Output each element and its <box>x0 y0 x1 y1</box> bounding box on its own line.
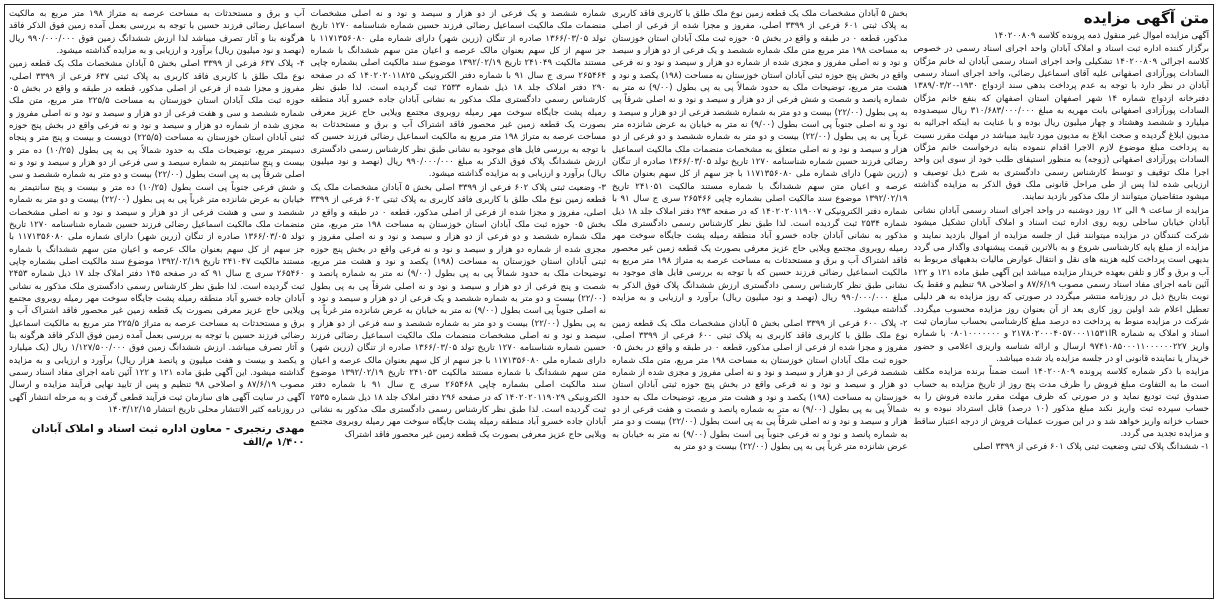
notice-paragraph: ۲- پلاک ۶۰۰ فرعی از ۳۳۹۹ اصلی بخش ۵ آبادان مشخصات ملک یک قطعه زمین نوع ملک طلق با کاربری فاقد کاربری به پلاک ثبتی ۶۰۰ فرعی از ۳۳۹۹ اصلی، مفروز و مجزا شده از فرعی از اصلی مذکور، قطعه ۰ در طبقه و واقع در بخش ۰۵ حوزه ثبت ملک آبادان استان خوزستان به مساحت ۱۹۸ متر مربع، متن ملک شماره ششصد فرعی از دو هزار و سیصد و نود و نه اصلی مفروز و مجزی شده از شماره دو هزار و سیصد و نود و نه فرعی واقع در بخش پنج حوزه ثبتی آبادان استان خوزستان به مساحت (۱۹۸) یکصد و نود و هشت متر مربع، توضیحات ملک به حدود شمالاً پی به پی بطول (۹/۰۰) نه متر به شماره پانصد و شصت و هفت فرعی از دو هزار و سیصد و نود و نه اصلی شرقاً پی به پی است بطول (۲۲/۰۰) بیست و دو متر به شماره پانصد و نود و نه فرعی جنوباً پی است بطول (۹/۰۰) نه متر به خیابان به عرض شانزده متر غرباً پی به پی بطول (۲۲/۰۰) بیست و دو متر به <box>612 318 908 453</box>
notice-paragraph: برگزار کننده اداره ثبت اسناد و املاک آبادان واحد اجرای اسناد رسمی در خصوص کلاسه اجرائی ۱۴۰۲۰۰۸۰۹ تشکیلی واحد اجرای اسناد رسمی آبادان له خانم مژگان السادات پورآزادی اصفهانی علیه آقای اسماعیل رضائی، واحد اجرای اسناد رسمی آبادان در نظر دارد با توجه به عدم پرداخت بدهی سند ازدواج ۱۹۳۰-۱۳۸۹/۰۳/۲۰ دفترخانه ازدواج شماره ۱۴ شهر اصفهان استان اصفهان که بنفع خانم مژگان السادات پورآزادی اصفهانی بابت مهریه به مبلغ ۳۱۰/۶۸۳/۰۰۰/۰۰۰ ریال سیصدوده میلیارد و ششصد وهشتاد و چهار میلیون ریال بوده و با عنایت به اینکه اجرائیه به مدیون ابلاغ گردیده و صحت ابلاغ به مدیون مورد تایید میباشد در مهلت مقرر نسبت به پرداخت مبلغ موضوع لازم الاجرا اقدام ننموده بنابه درخواست خانم مژگان السادات پورآزادی اصفهانی (زوجه) به منظور استیفای طلب خود از سوی این واحد اجرا ملک توقیف و توسط کارشناس رسمی دادگستری به شرح ذیل توصیف و ارزیابی شده لذا پس از طی مراحل قانونی ملک فوق الذکر به مزایده گذاشته میشود متقاضیان میتوانند از ملک مذکور بازدید نمایند. <box>913 44 1209 203</box>
signature-line: مهدی رنجبری - معاون اداره ثبت اسناد و املاک آبادان <box>31 423 305 436</box>
notice-title: متن آگهی مزایده <box>1083 9 1209 27</box>
notice-paragraph: آب و برق و مستحدثات به مساحت عرصه به متراژ ۱۹۸ متر مربع به مالکیت اسماعیل رضائی فرزند حسین با توجه به بررسی بعمل آمده زمین فوق الذکر فاقد هرگونه بنا و آثار تصرف میباشد لذا ارزش ششدانگ زمین فوق ۹۹۰/۰۰۰/۰۰۰ ریال (نهصد و نود میلیون ریال) برآورد و ارزیابی و به مزایده گذاشته میشود. <box>9 9 305 57</box>
notice-paragraph: مزایده با ذکر شماره کلاسه پرونده ۱۴۰۲۰۰۸۰۹ است ضمناً برنده مزایده مکلف است ما به التفاوت مبلغ فروش را ظرف مدت پنج روز از تاریخ مزایده به حساب صندوق ثبت تودیع نماید و در صورتی که ظرف مهلت مقرر مانده فروش را به حساب سپرده ثبت واریز نکند مبلغ مذکور (۱۰ درصد) قابل استرداد نبوده و به حساب خزانه واریز خواهد شد و در این صورت عملیات فروش از درجه اعتبار ساقط و مزایده تجدید می گردد. <box>913 367 1209 439</box>
notice-paragraph: مزایده از ساعت ۹ الی ۱۲ روز دوشنبه در واحد اجرای اسناد رسمی آبادان نشانی آبادان خیابان ساحلی روبه روی اداره ثبت اسناد و املاک آبادان تشکیل میشود شرکت کنندگان در مزایده میتوانند قبل از جلسه مزایده از اموال بازدید نمایند و مزایده از مبلغ پایه کارشناسی شروع و به بالاترین قیمت پیشنهادی واگذار می گردد بدیهی است پرداخت کلیه هزینه های نقل و انتقال عوارض مالیات بدهیهای مربوط به آب و برق و گاز و تلفن بعهده خریدار مزایده میباشد این آگهی طبق ماده ۱۲۱ و ۱۲۲ آئین نامه اجرای مفاد اسناد رسمی مصوب ۸۷/۶/۱۹ و اصلاحی ۹۸ تنظیم و فقط یک نوبت بتاریخ ذیل در روزنامه منتشر میگردد در صورتی که روز مزایده به هر دلیلی تعطیل اعلام شد اولین روز کاری بعد از آن بعنوان روز مزایده محسوب میگردد. شرکت در مزایده منوط به پرداخت ده درصد مبلغ کارشناسی بحساب سازمان ثبت اسناد و املاک به شماره ۲۱۷۸۰۲۰۰۰۴۰۵۷۰۰۰۱۱۵۳۱IR و ۰۸۰۱۰۰۰۰۰۰۰ با شماره واریز ۹۷۴۱۰۸۵۰۰۰۱۱۰۰۰۰۰۰۲۲۷ ارسال و ارائه شناسه واریزی اعلامی و حضور خریدار یا نماینده قانونی او در جلسه مزایده یاد شده میباشد. <box>913 205 1209 364</box>
notice-paragraph: ۴- پلاک ۶۳۷ فرعی از ۳۳۹۹ اصلی بخش ۵ آبادان مشخصات ملک یک قطعه زمین نوع ملک طلق با کاربری فاقد کاربری به پلاک ثبتی ۶۳۷ فرعی از ۳۳۹۹ اصلی، مفروز و مجزا شده از فرعی از اصلی مذکور، قطعه در طبقه و واقع در بخش ۰۵ حوزه ثبت ملک آبادان استان خوزستان به مساحت ۲۲۵/۵ متر مربع، متن ملک شماره ششصد و سی و هفت فرعی از دو هزار و سیصد و نود و نه اصلی مفروز و مجزی شده از شماره دو هزار و سیصد و نود و نه فرعی واقع در بخش پنج حوزه ثبتی آبادان استان خوزستان به مساحت (۲۲۵/۵) دویست و بیست و پنج متر و پنجاه دسیمتر مربع، توضیحات ملک به حدود شمالاً پی به پی بطول (۱۰/۲۵) ده متر و بیست و پنج سانتیمتر به شماره سیصد و سی فرعی از دو هزار و سیصد و نود و نه اصلی شرقاً پی به پی است بطول (۲۲/۰۰) بیست و دو متر به شماره ششصد و سی و شش فرعی جنوباً پی است بطول (۱۰/۲۵) ده متر و بیست و پنج سانتیمتر به خیابان به عرض شانزده متر غرباً پی به پی بطول (۲۲/۰۰) بیست و دو متر به شماره ششصد و سی و هشت فرعی از دو هزار و سیصد و نود و نه اصلی مشخصات منضمات ملک مالکیت اسماعیل رضائی فرزند حسین شماره شناسنامه ۱۲۷۰ تاریخ تولد ۱۳۶۶/۰۳/۰۵ صادره از تنگان (زرین شهر) دارای شماره ملی ۱۱۷۱۳۵۶۰۸۰ با جز سهم از کل سهم بعنوان مالک عرصه و اعیان متن سهم ششدانگ با شماره مستند مالکیت ۲۴۱۰۴۷ تاریخ ۱۳۹۲/۰۲/۱۹ موضوع سند مالکیت اصلی بشماره چاپی ۲۶۵۴۶۰ سری ج سال ۹۱ که در صفحه ۱۴۵ دفتر املاک جلد ۱۷ ذیل شماره ۲۴۵۳ ثبت گردیده است. لذا طبق نظر کارشناس رسمی دادگستری ملک مذکور به نشانی آبادان جاده خسرو آباد منطقه رمیله پشت جایگاه سوخت مهر رمیله روبروی مجتمع ویلایی حاج عزیز معرفی بصورت یک قطعه زمین غیر محصور فاقد اشتراک آب و برق و مستحدثات به مساحت عرصه به متراژ ۲۲۵/۵ متر مربع به مالکیت اسماعیل رضائی فرزند حسین با توجه به بررسی بعمل آمده زمین فوق الذکر فاقد هرگونه بنا و آثار تصرف میباشد. ارزش ششدانگ زمین فوق ۱/۱۲۷/۵۰۰/۰۰۰ ریال (یک میلیارد و یکصد و بیست و هفت میلیون و پانصد هزار ریال) برآورد و ارزیابی و به مزایده گذاشته میشود. این آگهی طبق ماده ۱۲۱ و ۱۲۲ آئین نامه اجرای مفاد اسناد رسمی مصوب ۸۷/۶/۱۹ و اصلاحی ۹۸ تنظیم و پس از تایید نهایی فرآیند مزایده و ارسال آگهی در سایت آگهی های سازمان ثبت فرآیند قطعی گرفت و به مرحله انتشار آگهی در روزنامه کثیر الانتشار محلی تاریخ انتشار ۱۴۰۳/۱۲/۱۵ <box>9 59 305 415</box>
notice-paragraph: شماره ششصد و یک فرعی از دو هزار و سیصد و نود و نه اصلی مشخصات منضمات ملک مالکیت اسماعیل رضائی فرزند حسین شماره شناسنامه ۱۲۷۰ تاریخ تولد ۱۳۶۶/۰۳/۰۵ صادره از تنگان (زرین شهر) دارای شماره ملی ۱۱۷۱۳۵۶۰۸۰ با جز سهم از کل سهم بعنوان مالک عرصه و اعیان متن سهم ششدانگ با شماره مستند مالکیت ۲۴۱۰۴۹ تاریخ ۱۳۹۲/۰۲/۱۹ موضوع سند مالکیت اصلی بشماره چاپی ۲۶۵۴۶۴ سری ج سال ۹۱ با شماره دفتر الکترونیکی ۱۴۰۲۰۲۰۱۱۸۲۵ که در صفحه ۲۹۰ دفتر املاک جلد ۱۸ ذیل شماره ۲۵۳۳ ثبت گردیده است. لذا طبق نظر کارشناس رسمی دادگستری ملک مذکور به نشانی آبادان جاده خسرو آباد منطقه رمیله پشت جایگاه سوخت مهر رمیله روبروی مجتمع ویلایی حاج عزیز معرفی بصورت یک قطعه زمین غیر محصور فاقد اشتراک آب و برق و مستحدثات به مساحت عرصه به متراژ ۱۹۸ متر مربع به مالکیت اسماعیل رضائی فرزند حسین که با توجه به بررسی فایل های موجود به نشانی طبق نظر کارشناس رسمی دادگستری ارزش ششدانگ پلاک فوق الذکر به مبلغ ۹۹۰/۰۰۰/۰۰۰ ریال (نهصد و نود میلیون ریال) برآورد و ارزیابی و به مزایده گذاشته میشود. <box>310 9 606 180</box>
notice-column-1 <box>914 8 1210 595</box>
auction-notice-page <box>4 4 1214 599</box>
notice-paragraph: ۳- وضعیت ثبتی پلاک ۶۰۲ فرعی از ۳۳۹۹ اصلی بخش ۵ آبادان مشخصات ملک یک قطعه زمین نوع ملک طلق با کاربری فاقد کاربری به پلاک ثبتی ۶۰۲ فرعی از ۳۳۹۹ اصلی، مفروز و مجزا شده از فرعی از اصلی مذکور، قطعه ۰ در طبقه و واقع در بخش ۰۵ حوزه ثبت ملک آبادان استان خوزستان به مساحت ۱۹۸ متر مربع، متن ملک شماره ششصد و دو فرعی از دو هزار و سیصد و نود و نه اصلی مفروز و مجزی شده از شماره دو هزار و سیصد و نود و نه فرعی واقع در بخش پنج حوزه ثبتی آبادان استان خوزستان به مساحت (۱۹۸) یکصد و نود و هشت متر مربع، توضیحات ملک به حدود شمالاً پی به پی بطول (۹/۰۰) نه متر به شماره پانصد و شصت و پنج فرعی از دو هزار و سیصد و نود و نه اصلی شرقاً پی به پی بطول (۲۲/۰۰) بیست و دو متر به شماره ششصد و یک فرعی از دو هزار و سیصد و نود و نه اصلی جنوباً پی است بطول (۹/۰۰) نه متر به خیابان به عرض شانزده متر غرباً پی به پی بطول (۲۲/۰۰) بیست و دو متر به شماره ششصد و سه فرعی از دو هزار و سیصد و نود و نه اصلی مشخصات منضمات ملک مالکیت اسماعیل رضائی فرزند حسین شماره شناسنامه ۱۲۷۰ تاریخ تولد ۱۳۶۶/۰۳/۰۵ صادره از تنگان (زرین شهر) دارای شماره ملی ۱۱۷۱۳۵۶۰۸۰ با جز سهم از کل سهم بعنوان مالک عرصه و اعیان متن سهم ششدانگ با شماره مستند مالکیت ۲۴۱۰۵۳ تاریخ ۱۳۹۲/۰۲/۱۹ موضوع سند مالکیت اصلی بشماره چاپی ۲۶۵۴۶۸ سری ج سال ۹۱ با شماره دفتر الکترونیکی ۱۴۰۲۰۲۰۱۱۹۰۲۹ که در صفحه ۲۹۶ دفتر املاک جلد ۱۸ ذیل شماره ۲۵۳۵ ثبت گردیده است. لذا طبق نظر کارشناس رسمی دادگستری ملک مذکور به نشانی آبادان جاده خسرو آباد منطقه رمیله پشت جایگاه سوخت مهر رمیله روبروی مجتمع ویلایی حاج عزیز معرفی بصورت یک قطعه زمین غیر محصور فاقد اشتراک <box>310 182 606 440</box>
notice-paragraph: بخش ۵ آبادان مشخصات ملک یک قطعه زمین نوع ملک طلق با کاربری فاقد کاربری به پلاک ثبتی ۶۰۱ فرعی از ۳۳۹۹ اصلی، مفروز و مجزا شده از فرعی از اصلی مذکور، قطعه ۰ در طبقه و واقع در بخش ۰۵ حوزه ثبت ملک آبادان استان خوزستان به مساحت ۱۹۸ متر مربع متن ملک شماره ششصد و یک فرعی از دو هزار و سیصد و نود و نه اصلی مفروز و مجزی شده از شماره دو هزار و سیصد و نود و نه فرعی واقع در بخش پنج حوزه ثبتی آبادان استان خوزستان به مساحت (۱۹۸) یکصد و نود و هشت متر مربع، توضیحات ملک به حدود شمالاً پی به پی بطول (۹/۰۰) نه متر به شماره پانصد و شصت و شش فرعی از دو هزار و سیصد و نود و نه اصلی شرقاً پی به پی بطول (۲۲/۰۰) بیست و دو متر به شماره ششصد فرعی از دو هزار و سیصد و نود و نه اصلی جنوباً پی است بطول (۹/۰۰) نه متر به خیابان به عرض شانزده متر غرباً پی به پی بطول (۲۲/۰۰) بیست و دو متر به شماره ششصد و دو فرعی از دو هزار و سیصد و نود و نه اصلی متعلق به مشخصات منضمات ملک مالکیت اسماعیل رضائی فرزند حسین شماره شناسنامه ۱۲۷۰ تاریخ تولد ۱۳۶۶/۰۳/۰۵ صادره از تنگان (زرین شهر) دارای شماره ملی ۱۱۷۱۳۵۶۰۸۰ با جز سهم از کل سهم بعنوان مالک عرصه و اعیان متن سهم ششدانگ با شماره مستند مالکیت ۲۴۱۰۵۱ تاریخ ۱۳۹۲/۰۲/۱۹ موضوع سند مالکیت اصلی بشماره چاپی ۲۶۵۴۶۶ سری ج سال ۹۱ با شماره دفتر الکترونیکی ۱۴۰۲۰۲۰۱۱۹۰۰۷ که در صفحه ۲۹۳ دفتر املاک جلد ۱۸ ذیل شماره ۲۵۳۴ ثبت گردیده است. لذا طبق نظر کارشناس رسمی دادگستری ملک مذکور به نشانی آبادان جاده خسرو آباد منطقه رمیله پشت جایگاه سوخت مهر رمیله روبروی مجتمع ویلایی حاج عزیز معرفی بصورت یک قطعه زمین غیر محصور فاقد اشتراک آب و برق و مستحدثات به مساحت عرصه به متراژ ۱۹۸ متر مربع به مالکیت اسماعیل رضائی فرزند حسین که با توجه به بررسی فایل های موجود به نشانی طبق نظر کارشناس رسمی دادگستری ارزش ششدانگ پلاک فوق الذکر به مبلغ ۹۹۰/۰۰۰/۰۰۰ ریال (نهصد و نود میلیون ریال) برآورد و ارزیابی و به مزایده گذاشته میشود. <box>612 9 908 316</box>
notice-column-2 <box>612 8 908 595</box>
notice-paragraph: ۱- ششدانگ پلاک ثبتی وضعیت ثبتی پلاک ۶۰۱ فرعی از ۳۳۹۹ اصلی <box>973 442 1209 453</box>
notice-column-4 <box>9 8 305 595</box>
reference-code: ۱/۴۰۰ م/الف <box>242 437 305 449</box>
notice-column-3 <box>311 8 607 595</box>
notice-paragraph: آگهی مزایده اموال غیر منقول ذمه پرونده کلاسه ۱۴۰۲۰۰۸۰۹ <box>993 31 1209 41</box>
